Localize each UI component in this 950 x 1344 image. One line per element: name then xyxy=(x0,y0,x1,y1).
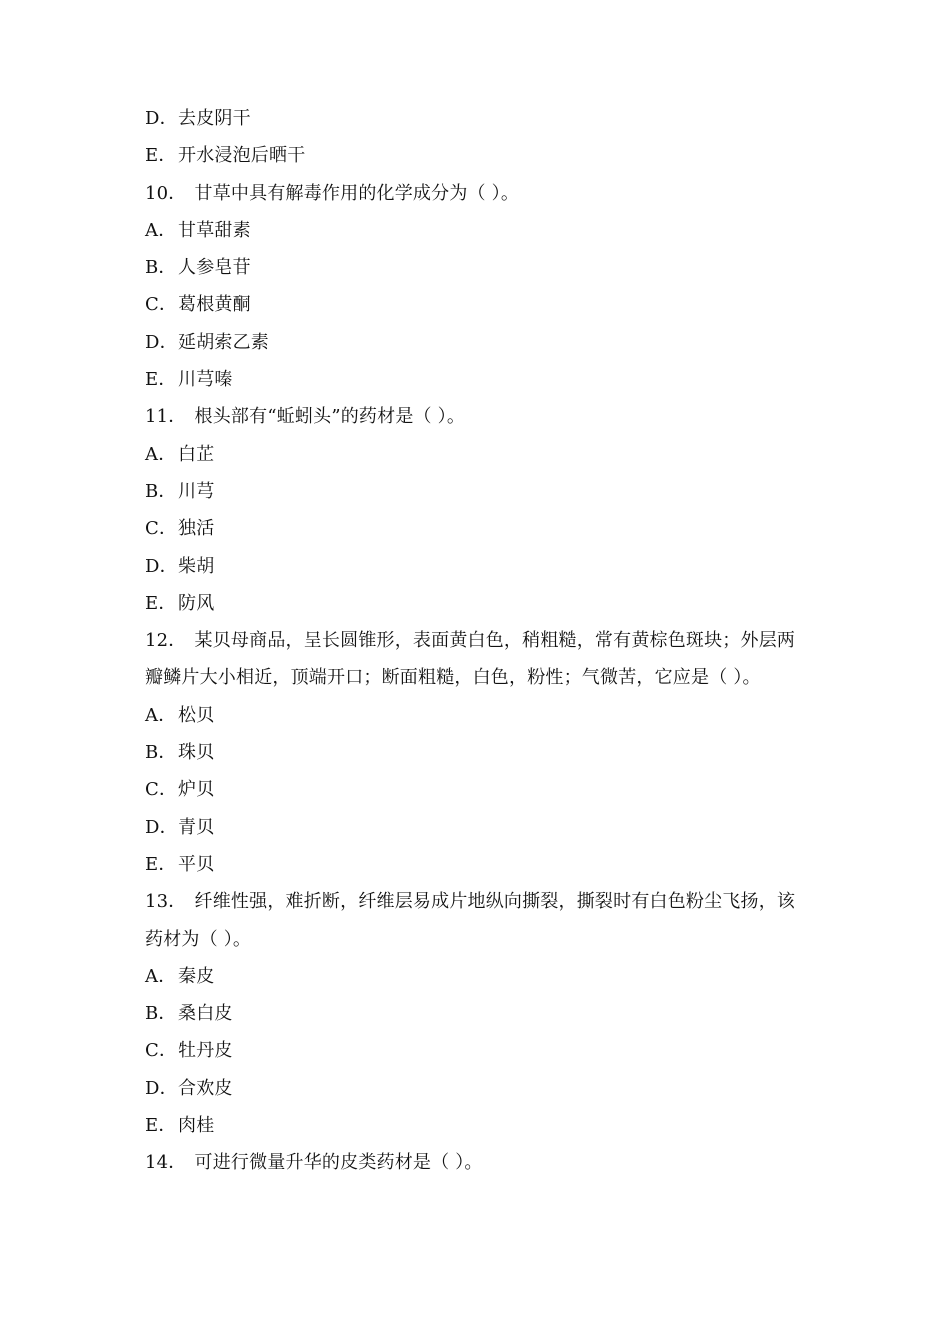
answer-option xyxy=(145,1107,825,1144)
answer-option xyxy=(145,137,825,174)
option-text: 防风 xyxy=(178,592,215,614)
option-text: 白芷 xyxy=(178,443,215,465)
option-letter: A． xyxy=(145,704,177,726)
option-text: 平贝 xyxy=(178,853,215,875)
question-number: 11． xyxy=(145,406,187,428)
question-stem-continuation xyxy=(145,921,825,958)
option-text: 甘草甜素 xyxy=(178,219,251,241)
question-text: 纤维性强，难折断，纤维层易成片地纵向撕裂，撕裂时有白色粉尘飞扬，该 xyxy=(194,891,796,913)
answer-option xyxy=(145,361,825,398)
question-stem xyxy=(145,398,825,435)
question-text: 甘草中具有解毒作用的化学成分为（ ）。 xyxy=(194,182,520,204)
question-number: 14． xyxy=(145,1152,187,1174)
question-text: 根头部有“蚯蚓头”的药材是（ ）。 xyxy=(194,406,466,428)
option-letter: C． xyxy=(145,518,178,540)
option-text: 松贝 xyxy=(178,704,215,726)
option-text: 肉桂 xyxy=(178,1115,215,1137)
question-stem xyxy=(145,622,825,659)
option-letter: A． xyxy=(145,443,177,465)
answer-option xyxy=(145,958,825,995)
option-text: 开水浸泡后晒干 xyxy=(178,145,306,167)
option-letter: B． xyxy=(145,480,177,502)
option-letter: E． xyxy=(145,369,177,391)
option-letter: D． xyxy=(145,108,178,129)
answer-option xyxy=(145,100,825,137)
answer-option xyxy=(145,212,825,249)
option-letter: E． xyxy=(145,853,177,875)
option-letter: B． xyxy=(145,742,177,764)
option-text: 珠贝 xyxy=(178,742,215,764)
question-text: 某贝母商品，呈长圆锥形，表面黄白色，稍粗糙，常有黄棕色斑块；外层两 xyxy=(194,630,796,652)
option-text: 牡丹皮 xyxy=(178,1040,233,1062)
option-letter: D． xyxy=(145,816,178,838)
option-text: 青贝 xyxy=(178,816,215,838)
answer-option xyxy=(145,249,825,286)
option-text: 川芎嗪 xyxy=(178,369,233,391)
option-letter: C． xyxy=(145,1040,178,1062)
question-stem xyxy=(145,175,825,212)
option-letter: C． xyxy=(145,779,178,801)
option-text: 延胡索乙素 xyxy=(178,331,269,353)
answer-option xyxy=(145,846,825,883)
option-text: 炉贝 xyxy=(178,779,215,801)
answer-option xyxy=(145,473,825,510)
question-stem xyxy=(145,883,825,920)
question-number: 12． xyxy=(145,630,187,652)
answer-option xyxy=(145,697,825,734)
option-letter: A． xyxy=(145,219,177,241)
question-text: 瓣鳞片大小相近，顶端开口；断面粗糙，白色，粉性；气微苦，它应是（ ）。 xyxy=(145,667,761,689)
answer-option xyxy=(145,286,825,323)
answer-option xyxy=(145,585,825,622)
option-letter: A． xyxy=(145,965,177,987)
answer-option xyxy=(145,510,825,547)
option-text: 柴胡 xyxy=(178,555,215,577)
option-letter: D． xyxy=(145,555,178,577)
option-letter: E． xyxy=(145,592,177,614)
option-letter: D． xyxy=(145,1077,178,1099)
option-letter: B． xyxy=(145,1003,177,1025)
option-letter: B． xyxy=(145,257,177,279)
question-list xyxy=(145,100,825,1182)
answer-option xyxy=(145,1032,825,1069)
question-stem xyxy=(145,1144,825,1181)
answer-option xyxy=(145,324,825,361)
option-text: 秦皮 xyxy=(178,965,215,987)
answer-option xyxy=(145,734,825,771)
question-text: 可进行微量升华的皮类药材是（ ）。 xyxy=(194,1152,483,1174)
option-letter: E． xyxy=(145,1115,177,1137)
question-stem-continuation xyxy=(145,659,825,696)
answer-option xyxy=(145,809,825,846)
option-text: 人参皂苷 xyxy=(178,257,251,279)
question-number: 10． xyxy=(145,182,187,204)
option-text: 川芎 xyxy=(178,480,215,502)
option-letter: D． xyxy=(145,331,178,353)
answer-option xyxy=(145,436,825,473)
option-letter: E． xyxy=(145,145,177,167)
option-letter: C． xyxy=(145,294,178,316)
option-text: 合欢皮 xyxy=(178,1077,233,1099)
answer-option xyxy=(145,995,825,1032)
answer-option xyxy=(145,771,825,808)
option-text: 葛根黄酮 xyxy=(178,294,251,316)
answer-option xyxy=(145,548,825,585)
option-text: 独活 xyxy=(178,518,215,540)
question-text: 药材为（ ）。 xyxy=(145,928,252,950)
question-number: 13． xyxy=(145,891,187,913)
option-text: 桑白皮 xyxy=(178,1003,233,1025)
answer-option xyxy=(145,1070,825,1107)
option-text: 去皮阴干 xyxy=(178,108,251,129)
